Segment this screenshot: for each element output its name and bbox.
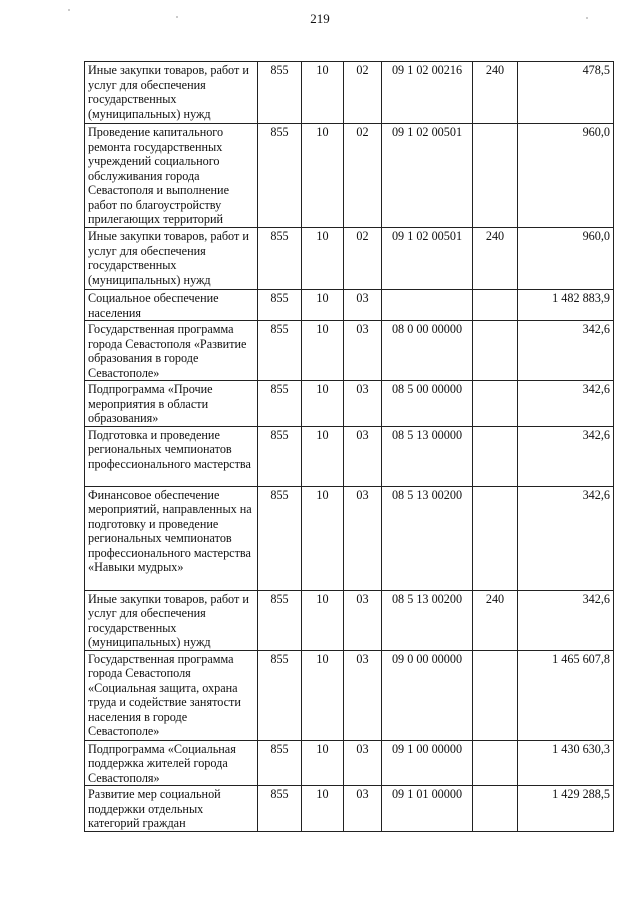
target-article-cell: 08 5 13 00200 (382, 486, 473, 590)
section-code-cell: 10 (302, 290, 344, 321)
amount-cell: 342,6 (518, 590, 614, 650)
target-article-cell: 08 5 13 00000 (382, 426, 473, 486)
ministry-code-cell: 855 (258, 124, 302, 228)
target-article-cell: 08 5 13 00200 (382, 590, 473, 650)
expense-type-cell (473, 426, 518, 486)
section-code-cell: 10 (302, 786, 344, 832)
table-row (85, 590, 614, 650)
expense-type-cell (473, 381, 518, 427)
ministry-code-cell: 855 (258, 381, 302, 427)
subsection-code-cell: 03 (344, 786, 382, 832)
target-article-cell (382, 290, 473, 321)
subsection-code-cell: 03 (344, 590, 382, 650)
scan-speck (68, 9, 70, 11)
subsection-code-cell: 03 (344, 650, 382, 740)
target-article-cell: 08 0 00 00000 (382, 321, 473, 381)
target-article-cell: 09 1 02 00216 (382, 62, 473, 124)
row-name-cell: Государственная программа города Севастополя «Развитие образования в городе Севастополе» (85, 321, 258, 381)
row-name-cell: Подготовка и проведение региональных чемпионатов профессионального мастерства (85, 426, 258, 486)
amount-cell: 1 430 630,3 (518, 740, 614, 786)
ministry-code-cell: 855 (258, 740, 302, 786)
target-article-cell: 09 1 02 00501 (382, 228, 473, 290)
row-name-cell: Социальное обеспечение населения (85, 290, 258, 321)
ministry-code-cell: 855 (258, 426, 302, 486)
section-code-cell: 10 (302, 740, 344, 786)
expense-type-cell (473, 486, 518, 590)
target-article-cell: 09 0 00 00000 (382, 650, 473, 740)
amount-cell: 1 429 288,5 (518, 786, 614, 832)
target-article-cell: 09 1 00 00000 (382, 740, 473, 786)
expense-type-cell (473, 786, 518, 832)
subsection-code-cell: 02 (344, 62, 382, 124)
expense-type-cell (473, 321, 518, 381)
expense-type-cell (473, 650, 518, 740)
amount-cell: 342,6 (518, 426, 614, 486)
budget-table (84, 61, 614, 832)
section-code-cell: 10 (302, 228, 344, 290)
table-row (85, 426, 614, 486)
section-code-cell: 10 (302, 426, 344, 486)
table-row (85, 381, 614, 427)
section-code-cell: 10 (302, 321, 344, 381)
row-name-cell: Подпрограмма «Прочие мероприятия в области образования» (85, 381, 258, 427)
expense-type-cell: 240 (473, 62, 518, 124)
expense-type-cell (473, 290, 518, 321)
table-row (85, 321, 614, 381)
target-article-cell: 08 5 00 00000 (382, 381, 473, 427)
amount-cell: 342,6 (518, 381, 614, 427)
section-code-cell: 10 (302, 486, 344, 590)
table-row (85, 486, 614, 590)
page-number: 219 (310, 11, 330, 26)
table-row (85, 62, 614, 124)
section-code-cell: 10 (302, 62, 344, 124)
row-name-cell: Иные закупки товаров, работ и услуг для обеспечения государственных (муниципальных) нужд (85, 62, 258, 124)
amount-cell: 342,6 (518, 486, 614, 590)
table-row (85, 290, 614, 321)
section-code-cell: 10 (302, 381, 344, 427)
ministry-code-cell: 855 (258, 590, 302, 650)
section-code-cell: 10 (302, 590, 344, 650)
subsection-code-cell: 02 (344, 124, 382, 228)
subsection-code-cell: 03 (344, 381, 382, 427)
amount-cell: 342,6 (518, 321, 614, 381)
amount-cell: 478,5 (518, 62, 614, 124)
table-row (85, 124, 614, 228)
subsection-code-cell: 03 (344, 426, 382, 486)
table-row (85, 786, 614, 832)
target-article-cell: 09 1 01 00000 (382, 786, 473, 832)
ministry-code-cell: 855 (258, 486, 302, 590)
subsection-code-cell: 03 (344, 740, 382, 786)
row-name-cell: Развитие мер социальной поддержки отдельных категорий граждан (85, 786, 258, 832)
expense-type-cell: 240 (473, 228, 518, 290)
section-code-cell: 10 (302, 650, 344, 740)
table-row (85, 228, 614, 290)
ministry-code-cell: 855 (258, 786, 302, 832)
ministry-code-cell: 855 (258, 650, 302, 740)
ministry-code-cell: 855 (258, 62, 302, 124)
scan-speck (586, 17, 588, 19)
row-name-cell: Государственная программа города Севастополя «Социальная защита, охрана труда и содействие занятости населения в городе Севастополе» (85, 650, 258, 740)
subsection-code-cell: 02 (344, 228, 382, 290)
scan-speck (176, 16, 178, 18)
row-name-cell: Подпрограмма «Социальная поддержка жителей города Севастополя» (85, 740, 258, 786)
subsection-code-cell: 03 (344, 486, 382, 590)
amount-cell: 960,0 (518, 124, 614, 228)
amount-cell: 1 482 883,9 (518, 290, 614, 321)
row-name-cell: Финансовое обеспечение мероприятий, направленных на подготовку и проведение региональных чемпионатов профессионального мастерства «Навыки мудрых» (85, 486, 258, 590)
row-name-cell: Проведение капитального ремонта государственных учреждений социального обслуживания города Севастополя и выполнение работ по благоустройству прилегающих территорий (85, 124, 258, 228)
expense-type-cell (473, 124, 518, 228)
ministry-code-cell: 855 (258, 228, 302, 290)
row-name-cell: Иные закупки товаров, работ и услуг для обеспечения государственных (муниципальных) нужд (85, 590, 258, 650)
amount-cell: 960,0 (518, 228, 614, 290)
section-code-cell: 10 (302, 124, 344, 228)
table-row (85, 650, 614, 740)
target-article-cell: 09 1 02 00501 (382, 124, 473, 228)
expense-type-cell: 240 (473, 590, 518, 650)
row-name-cell: Иные закупки товаров, работ и услуг для обеспечения государственных (муниципальных) нужд (85, 228, 258, 290)
amount-cell: 1 465 607,8 (518, 650, 614, 740)
table-row (85, 740, 614, 786)
subsection-code-cell: 03 (344, 321, 382, 381)
expense-type-cell (473, 740, 518, 786)
subsection-code-cell: 03 (344, 290, 382, 321)
ministry-code-cell: 855 (258, 290, 302, 321)
ministry-code-cell: 855 (258, 321, 302, 381)
table-body (85, 62, 614, 832)
